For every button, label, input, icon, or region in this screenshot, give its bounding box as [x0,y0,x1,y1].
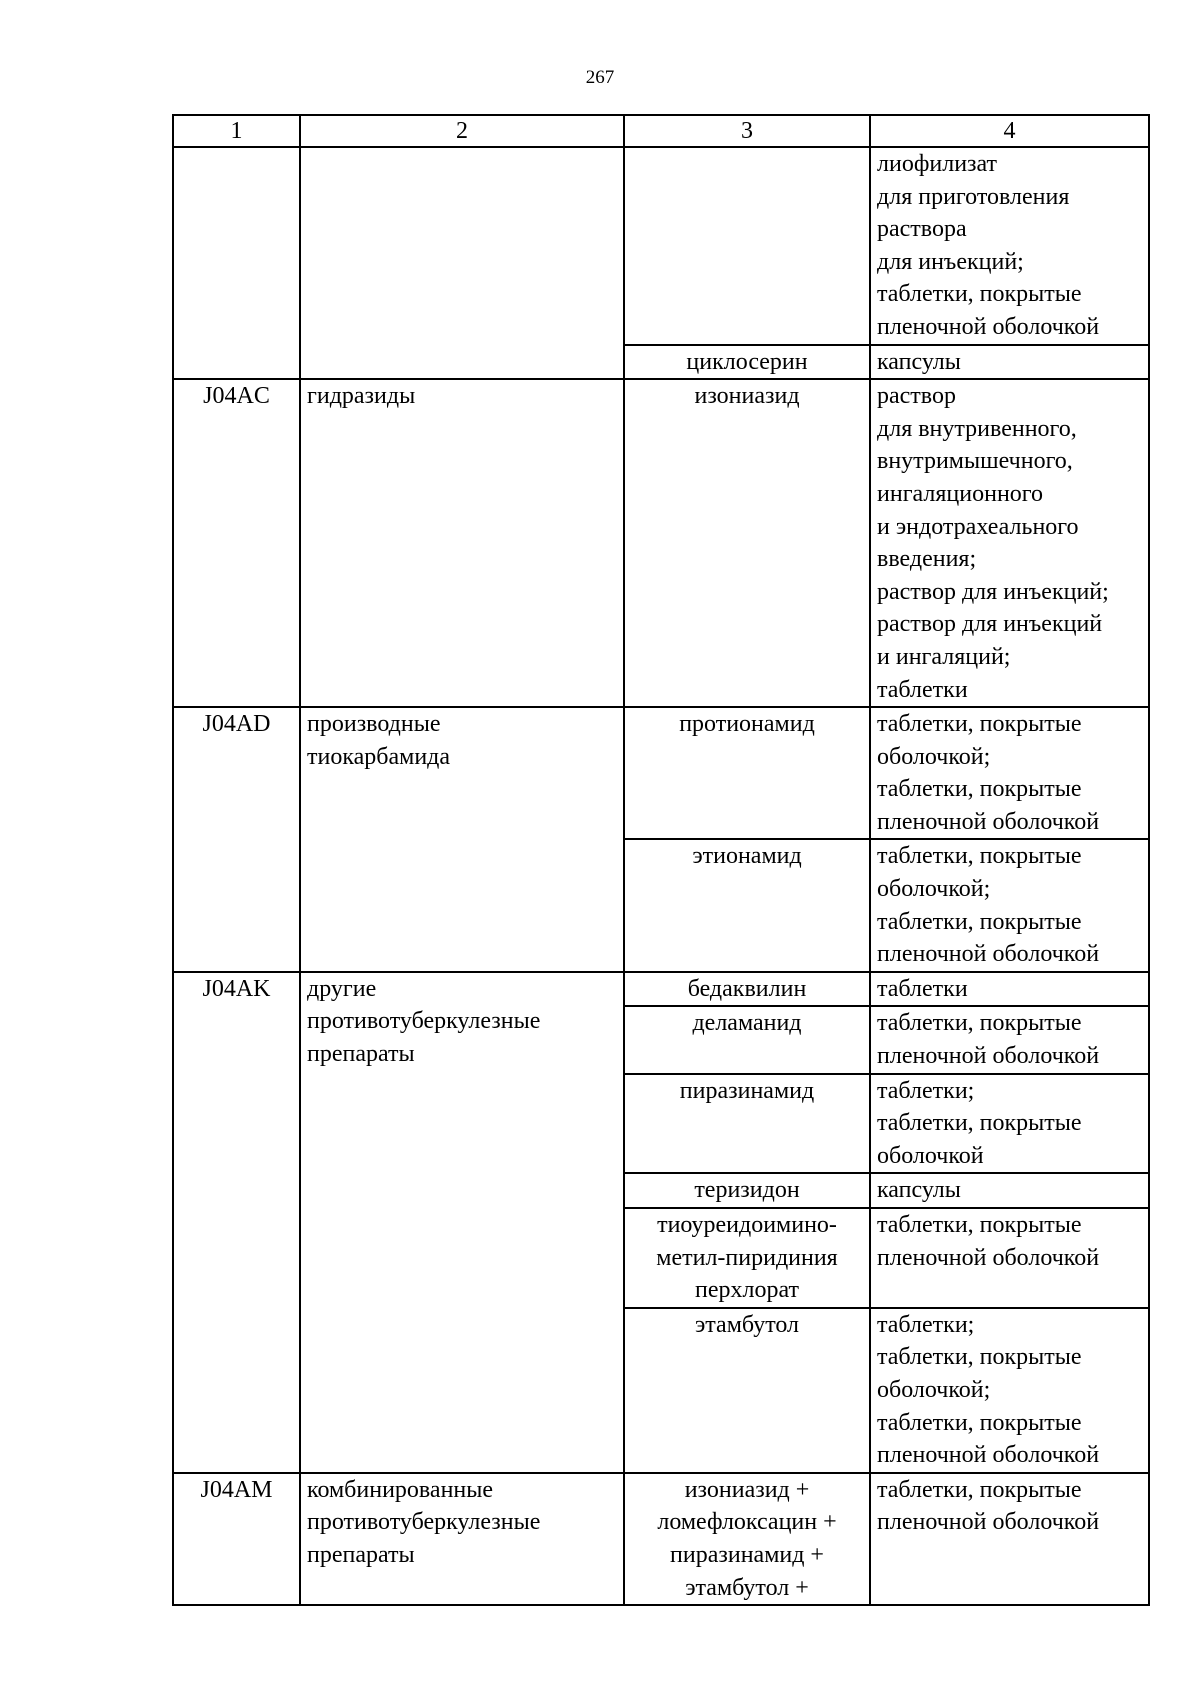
column-header: 1 [173,115,300,147]
drug-table [172,114,1150,1606]
drug-name-cell: этионамид [624,839,870,971]
table-body [173,115,1149,1605]
drug-name-cell: пиразинамид [624,1074,870,1174]
dosage-forms-cell: таблетки, покрытые оболочкой; таблетки, покрытые пленочной оболочкой [870,839,1149,971]
dosage-forms-cell: капсулы [870,1173,1149,1208]
group-name-cell: другие противотуберкулезные препараты [300,972,624,1473]
column-header: 2 [300,115,624,147]
dosage-forms-cell: капсулы [870,345,1149,380]
atc-code-cell: J04AM [173,1473,300,1605]
drug-name-cell: тиоуреидоимино- метил-пиридиния перхлорат [624,1208,870,1308]
dosage-forms-cell: таблетки, покрытые оболочкой; таблетки, покрытые пленочной оболочкой [870,707,1149,839]
drug-name-cell: теризидон [624,1173,870,1208]
dosage-forms-cell: таблетки; таблетки, покрытые оболочкой [870,1074,1149,1174]
drug-name-cell: бедаквилин [624,972,870,1007]
drug-name-cell [624,147,870,345]
drug-name-cell: изониазид + ломефлоксацин + пиразинамид + этамбутол + [624,1473,870,1605]
dosage-forms-cell: таблетки [870,972,1149,1007]
atc-code-cell [173,147,300,379]
drug-name-cell: циклосерин [624,345,870,380]
column-header: 3 [624,115,870,147]
atc-code-cell: J04AK [173,972,300,1473]
table-row [173,379,1149,707]
table-row [173,1473,1149,1605]
table-row [173,147,1149,345]
group-name-cell: гидразиды [300,379,624,707]
dosage-forms-cell: раствор для внутривенного, внутримышечного, ингаляционного и эндотрахеального введения; раствор для инъекций; раствор для инъекций и ингаляций; таблетки [870,379,1149,707]
table-row [173,972,1149,1007]
drug-name-cell: изониазид [624,379,870,707]
column-header: 4 [870,115,1149,147]
drug-name-cell: деламанид [624,1006,870,1073]
dosage-forms-cell: таблетки, покрытые пленочной оболочкой [870,1208,1149,1308]
group-name-cell [300,147,624,379]
drug-name-cell: протионамид [624,707,870,839]
atc-code-cell: J04AD [173,707,300,972]
dosage-forms-cell: таблетки, покрытые пленочной оболочкой [870,1006,1149,1073]
dosage-forms-cell: таблетки, покрытые пленочной оболочкой [870,1473,1149,1605]
page-number: 267 [585,67,615,88]
dosage-forms-cell: лиофилизат для приготовления раствора для инъекций; таблетки, покрытые пленочной оболочкой [870,147,1149,345]
group-name-cell: комбинированные противотуберкулезные препараты [300,1473,624,1605]
atc-code-cell: J04AC [173,379,300,707]
group-name-cell: производные тиокарбамида [300,707,624,972]
table-header-row [173,115,1149,147]
dosage-forms-cell: таблетки; таблетки, покрытые оболочкой; таблетки, покрытые пленочной оболочкой [870,1308,1149,1473]
table-row [173,707,1149,839]
drug-name-cell: этамбутол [624,1308,870,1473]
